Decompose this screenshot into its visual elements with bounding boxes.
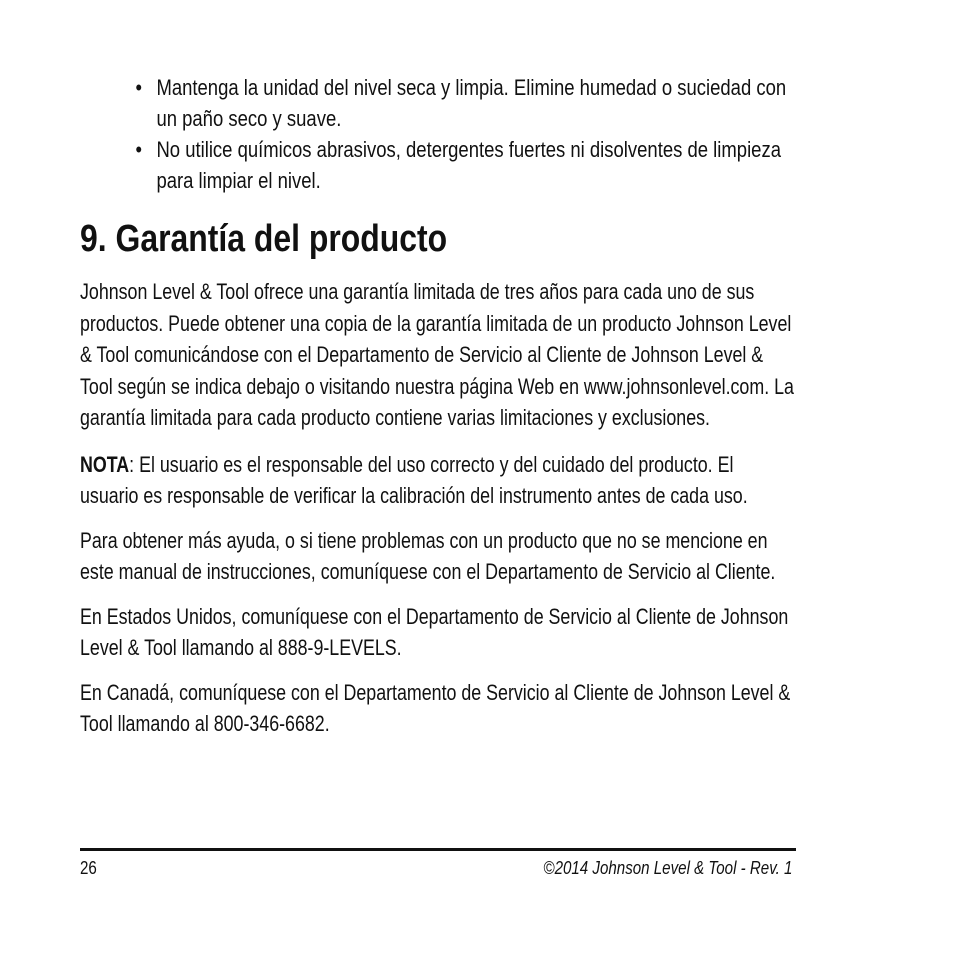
usa-contact-paragraph: En Estados Unidos, comuníquese con el Departamento de Servicio al Cliente de Johnson Level & Tool llamando al 888-9-LEVELS. — [80, 603, 789, 660]
bullet-point: • — [135, 137, 142, 162]
bullet-point: • — [135, 75, 142, 100]
list-item — [80, 72, 796, 134]
footer-divider — [80, 848, 796, 851]
note-paragraph — [80, 449, 796, 512]
warranty-paragraph: Johnson Level & Tool ofrece una garantía limitada de tres años para cada uno de sus productos. Puede obtener una copia de la garantía limitada de un producto Johnson Level & Tool comunicándose con el Departamento de Servicio al Cliente de Johnson Level & Tool según se indica debajo o visitando nuestra página Web en www.johnsonlevel.com. La garantía limitada para cada producto contiene varias limitaciones y exclusiones. — [80, 279, 794, 430]
list-item-text: Mantenga la unidad del nivel seca y limpia. Elimine humedad o suciedad con un paño seco y suave. — [156, 75, 787, 131]
help-paragraph: Para obtener más ayuda, o si tiene problemas con un producto que no se mencione en este manual de instrucciones, comuníquese con el Departamento de Servicio al Cliente. — [80, 527, 776, 584]
list-item-text: No utilice químicos abrasivos, detergentes fuertes ni disolventes de limpieza para limpiar el nivel. — [156, 137, 781, 193]
copyright-notice: ©2014 Johnson Level & Tool - Rev. 1 — [542, 858, 792, 878]
canada-contact-paragraph: En Canadá, comuníquese con el Departamento de Servicio al Cliente de Johnson Level & Tool llamando al 800-346-6682. — [80, 679, 791, 736]
note-label: NOTA — [80, 451, 130, 477]
section-heading: 9. Garantía del producto — [80, 218, 448, 260]
care-instructions-list — [80, 72, 796, 196]
note-text: : El usuario es el responsable del uso correcto y del cuidado del producto. El usuario es responsable de verificar la calibración del instrumento antes de cada uso. — [80, 451, 748, 508]
page-number: 26 — [80, 858, 97, 878]
list-item — [80, 134, 796, 196]
manual-page — [80, 72, 796, 740]
